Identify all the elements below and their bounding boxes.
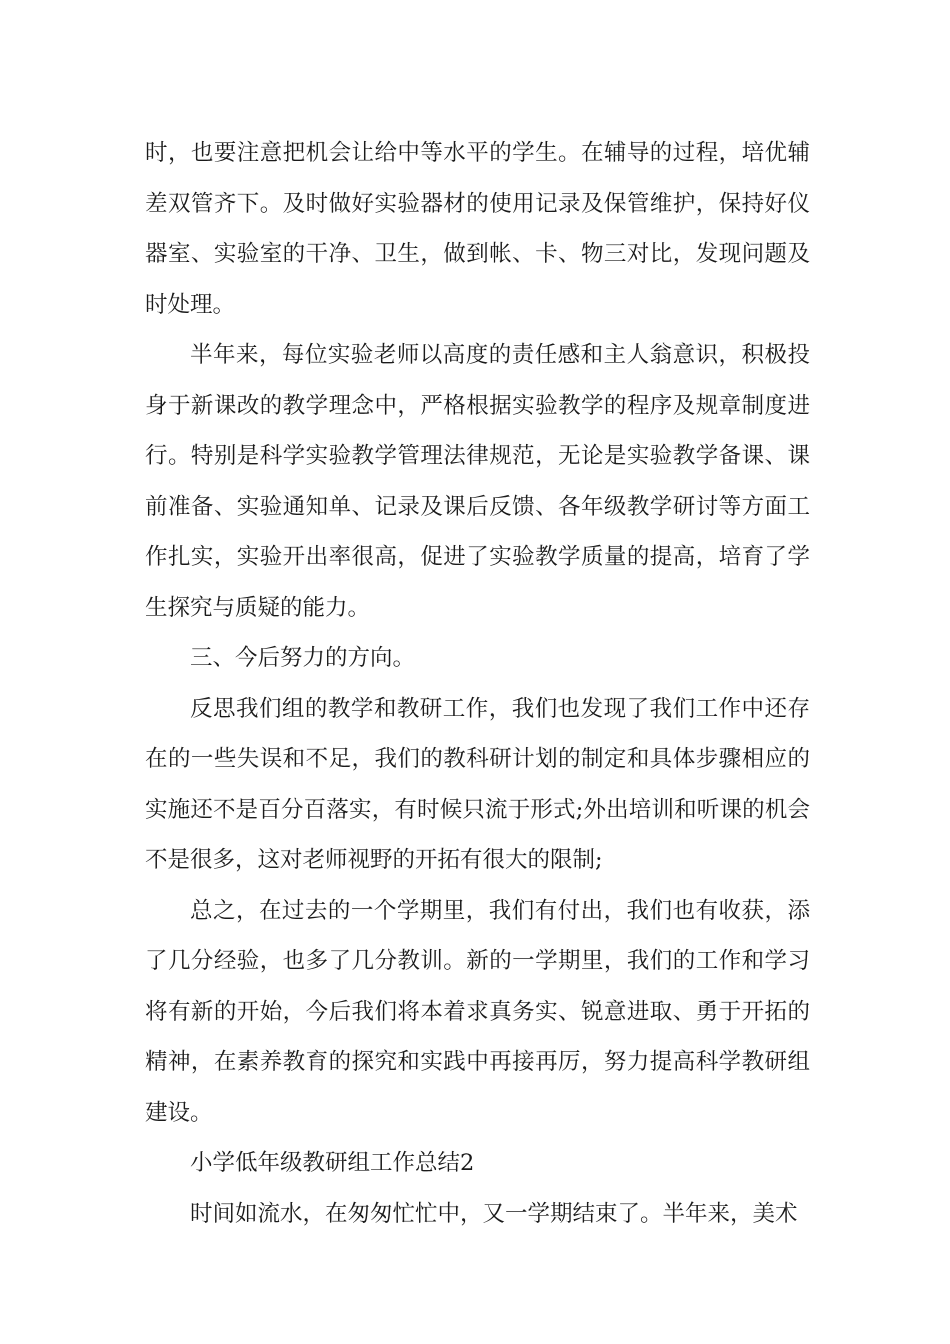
section-heading-future-direction: 三、今后努力的方向。 <box>190 645 416 671</box>
paragraph-summary-2-opening: 时间如流水，在匆匆忙忙中，又一学期结束了。半年来，美术 <box>190 1200 798 1227</box>
document-body <box>145 128 810 1239</box>
paragraph-continuation: 时，也要注意把机会让给中等水平的学生。在辅导的过程，培优辅差双管齐下。及时做好实验器材的使用记录及保管维护，保持好仪器室、实验室的干净、卫生，做到帐、卡、物三对比，发现问题及时处理。 <box>145 140 810 318</box>
section-title-summary-2: 小学低年级教研组工作总结2 <box>190 1150 475 1176</box>
paragraph-reflection: 反思我们组的教学和教研工作，我们也发现了我们工作中还存在的一些失误和不足，我们的教科研计划的制定和具体步骤相应的实施还不是百分百落实，有时候只流于形式;外出培训和听课的机会不是很多，这对老师视野的开拓有很大的限制; <box>145 695 810 873</box>
paragraph-half-year-summary: 半年来，每位实验老师以高度的责任感和主人翁意识，积极投身于新课改的教学理念中，严格根据实验教学的程序及规章制度进行。特别是科学实验教学管理法律规范，无论是实验教学备课、课前准备、实验通知单、记录及课后反馈、各年级教学研讨等方面工作扎实，实验开出率很高，促进了实验教学质量的提高，培育了学生探究与质疑的能力。 <box>145 342 810 621</box>
paragraph-conclusion: 总之，在过去的一个学期里，我们有付出，我们也有收获，添了几分经验，也多了几分教训。新的一学期里，我们的工作和学习将有新的开始，今后我们将本着求真务实、锐意进取、勇于开拓的精神，在素养教育的探究和实践中再接再厉，努力提高科学教研组建设。 <box>145 897 810 1126</box>
